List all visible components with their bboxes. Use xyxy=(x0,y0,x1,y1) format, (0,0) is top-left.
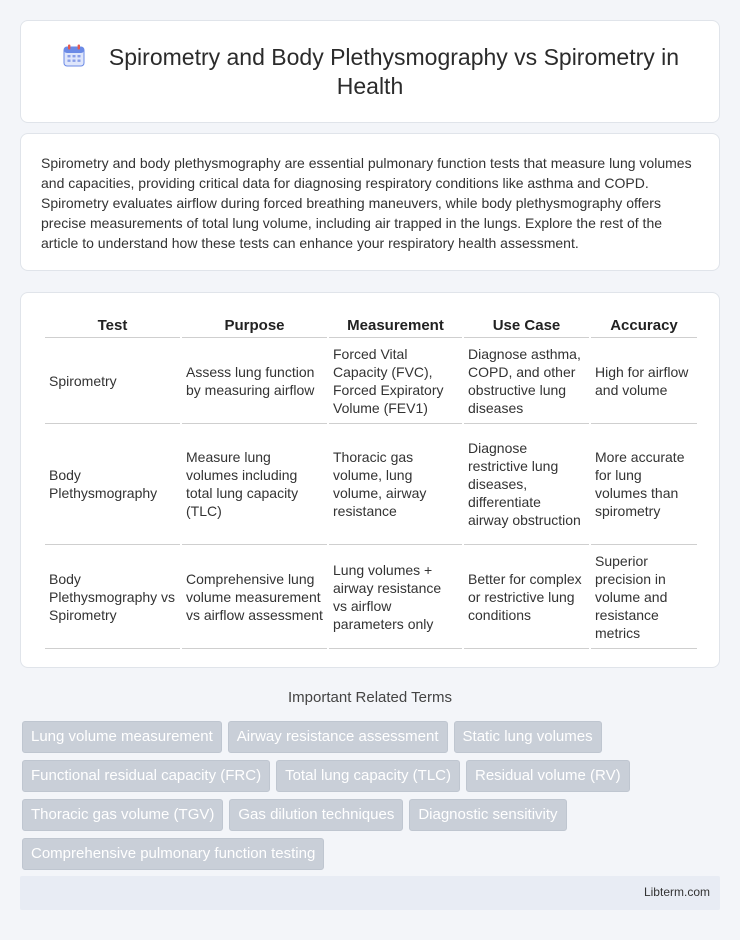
related-term-tag[interactable]: Residual volume (RV) xyxy=(466,760,630,792)
column-header-purpose: Purpose xyxy=(182,313,327,338)
table-cell: Better for complex or restrictive lung conditions xyxy=(464,545,589,649)
table-row xyxy=(45,338,697,424)
column-header-use-case: Use Case xyxy=(464,313,589,338)
table-cell: High for airflow and volume xyxy=(591,338,697,424)
table-row xyxy=(45,545,697,649)
calendar-icon xyxy=(61,44,87,68)
footer-site-link[interactable]: Libterm.com xyxy=(643,885,710,899)
comparison-table xyxy=(43,313,699,649)
table-cell: Diagnose restrictive lung diseases, differentiate airway obstruction xyxy=(464,424,589,545)
title-wrap xyxy=(21,43,719,101)
related-term-tag[interactable]: Functional residual capacity (FRC) xyxy=(22,760,270,792)
related-term-tag[interactable]: Airway resistance assessment xyxy=(228,721,448,753)
table-cell: Assess lung function by measuring airflow xyxy=(182,338,327,424)
table-cell: Body Plethysmography vs Spirometry xyxy=(45,545,180,649)
table-cell: Diagnose asthma, COPD, and other obstructive lung diseases xyxy=(464,338,589,424)
table-cell: More accurate for lung volumes than spirometry xyxy=(591,424,697,545)
page-title: Spirometry and Body Plethysmography vs Spirometry in Health xyxy=(108,44,680,99)
table-cell: Superior precision in volume and resistance metrics xyxy=(591,545,697,649)
table-cell: Forced Vital Capacity (FVC), Forced Expiratory Volume (FEV1) xyxy=(329,338,462,424)
related-term-tag[interactable]: Thoracic gas volume (TGV) xyxy=(22,799,223,831)
table-cell: Comprehensive lung volume measurement vs airflow assessment xyxy=(182,545,327,649)
related-term-tag[interactable]: Gas dilution techniques xyxy=(229,799,403,831)
related-term-tag[interactable]: Diagnostic sensitivity xyxy=(409,799,566,831)
intro-card xyxy=(20,133,720,271)
table-cell: Body Plethysmography xyxy=(45,424,180,545)
table-row xyxy=(45,424,697,545)
related-term-tag[interactable]: Comprehensive pulmonary function testing xyxy=(22,838,324,870)
column-header-measurement: Measurement xyxy=(329,313,462,338)
related-term-tag[interactable]: Static lung volumes xyxy=(454,721,602,753)
related-term-tag[interactable]: Lung volume measurement xyxy=(22,721,222,753)
title-card xyxy=(20,20,720,123)
table-cell: Spirometry xyxy=(45,338,180,424)
table-cell: Lung volumes + airway resistance vs airflow parameters only xyxy=(329,545,462,649)
footer xyxy=(20,876,720,910)
table-cell: Thoracic gas volume, lung volume, airway resistance xyxy=(329,424,462,545)
related-terms-list xyxy=(22,721,722,870)
table-header-row xyxy=(45,313,697,338)
column-header-test: Test xyxy=(45,313,180,338)
column-header-accuracy: Accuracy xyxy=(591,313,697,338)
related-term-tag[interactable]: Total lung capacity (TLC) xyxy=(276,760,460,792)
table-cell: Measure lung volumes including total lung capacity (TLC) xyxy=(182,424,327,545)
related-terms-heading: Important Related Terms xyxy=(288,689,452,706)
comparison-table-card xyxy=(20,292,720,668)
intro-paragraph: Spirometry and body plethysmography are essential pulmonary function tests that measure lung volumes and capacities, providing critical data for diagnosing respiratory conditions like asthma and COPD. Spirometry evaluates airflow during forced breathing maneuvers, while body plethysmography offers precise measurements of total lung volume, including air trapped in the lungs. Explore the rest of the article to understand how these tests can enhance your respiratory health assessment. xyxy=(41,155,692,251)
